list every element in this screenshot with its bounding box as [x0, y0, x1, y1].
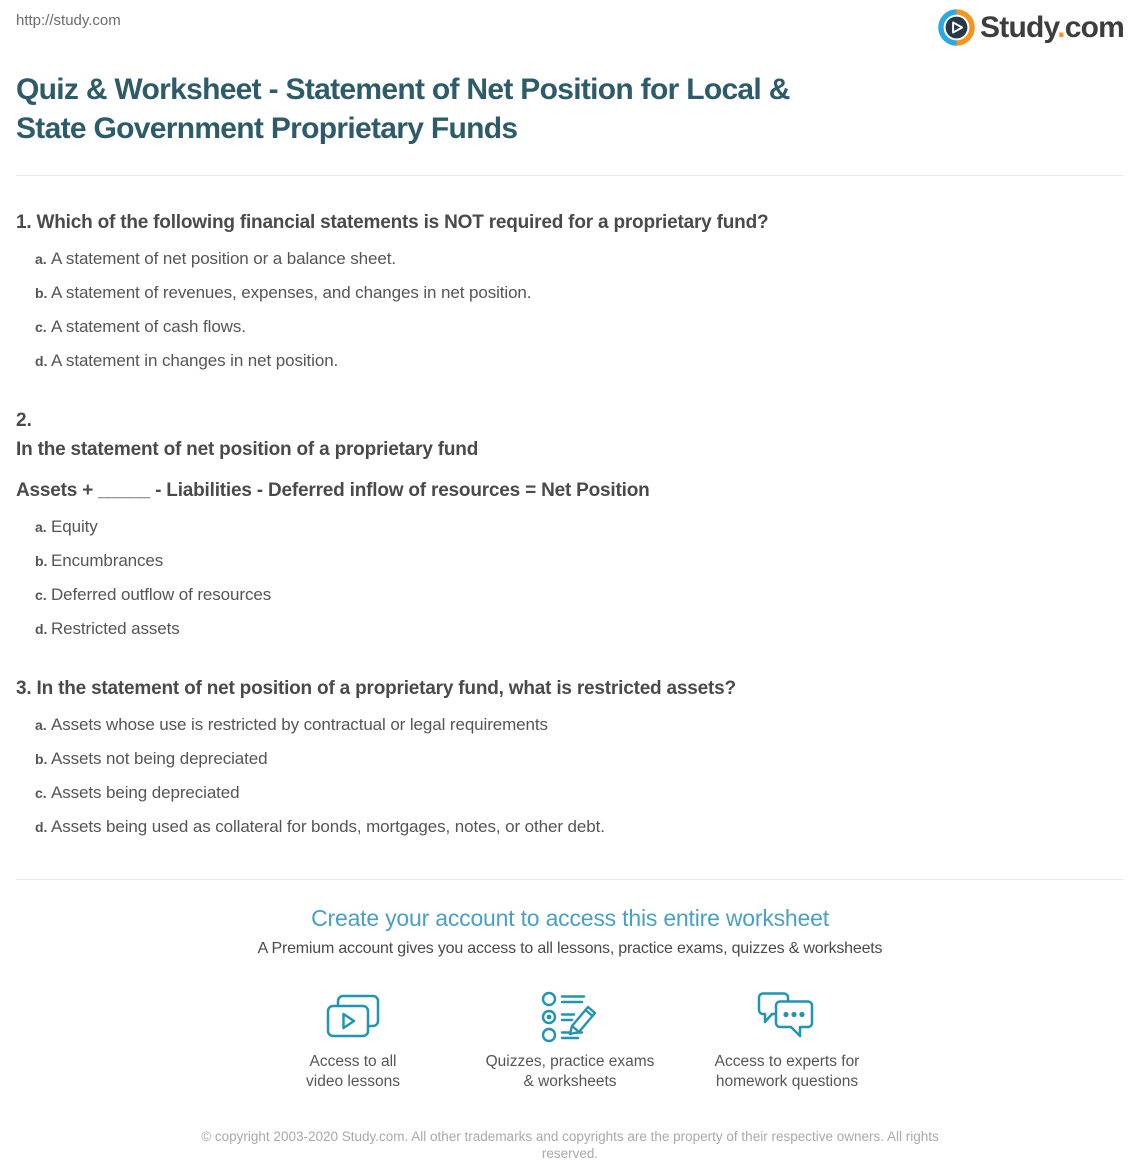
option-text: A statement of net position or a balance sheet. — [51, 249, 396, 268]
option-row — [16, 783, 1124, 803]
option-row — [16, 715, 1124, 735]
logo-wordmark — [980, 9, 1124, 46]
divider-bottom — [16, 879, 1124, 880]
question-3 — [0, 677, 1140, 837]
option-text: Encumbrances — [51, 551, 164, 570]
option-row — [16, 517, 1124, 537]
logo-dot: . — [1057, 11, 1065, 44]
option-letter: d. — [35, 621, 48, 637]
option-row — [16, 619, 1124, 639]
feature-caption — [462, 1052, 679, 1092]
quizzes-worksheets-icon — [462, 991, 679, 1043]
option-letter: a. — [35, 717, 47, 733]
page-title — [16, 70, 1124, 148]
features-row — [0, 991, 1140, 1092]
option-letter: d. — [35, 819, 48, 835]
studycom-logo[interactable] — [938, 9, 1124, 46]
question-2-number: 2. — [16, 410, 32, 431]
page-title-line1: Quiz & Worksheet - Statement of Net Position for Local & — [16, 73, 790, 106]
signup-section — [0, 905, 1140, 1092]
caption-line: video lessons — [306, 1073, 400, 1090]
caption-line: Access to all — [309, 1053, 397, 1070]
option-text: Assets whose use is restricted by contractual or legal requirements — [51, 715, 548, 734]
divider-top — [16, 175, 1124, 176]
video-lessons-icon — [245, 991, 462, 1043]
option-row — [16, 817, 1124, 837]
option-row — [16, 585, 1124, 605]
homework-experts-icon — [679, 991, 896, 1043]
option-letter: b. — [35, 751, 48, 767]
option-letter: d. — [35, 353, 48, 369]
option-text: Equity — [51, 517, 98, 536]
option-text: A statement of revenues, expenses, and changes in net position. — [51, 283, 532, 302]
option-row — [16, 749, 1124, 769]
option-letter: c. — [35, 785, 47, 801]
question-3-heading: 3. In the statement of net position of a proprietary fund, what is restricted assets? — [16, 678, 736, 699]
copyright-notice: © copyright 2003-2020 Study.com. All other trademarks and copyrights are the property of their respective owners. All rights reserved. — [201, 1129, 939, 1161]
option-text: A statement of cash flows. — [51, 317, 246, 336]
topbar — [0, 0, 1140, 50]
page-title-line2: State Government Proprietary Funds — [16, 112, 518, 145]
option-text: Assets being used as collateral for bonds, mortgages, notes, or other debt. — [51, 817, 605, 836]
question-1-options — [0, 249, 1140, 371]
option-text: Deferred outflow of resources — [51, 585, 272, 604]
question-1 — [0, 211, 1140, 371]
option-letter: b. — [35, 553, 48, 569]
option-letter: b. — [35, 285, 48, 301]
question-2 — [0, 409, 1140, 639]
option-row — [16, 317, 1124, 337]
option-text: Restricted assets — [51, 619, 180, 638]
option-row — [16, 283, 1124, 303]
feature-quizzes-worksheets — [462, 991, 679, 1092]
caption-line: homework questions — [715, 1073, 859, 1090]
create-account-link[interactable]: Create your account to access this entire worksheet — [311, 905, 829, 931]
option-text: Assets not being depreciated — [51, 749, 268, 768]
premium-subheading: A Premium account gives you access to all lessons, practice exams, quizzes & worksheets — [257, 940, 883, 957]
question-2-heading: In the statement of net position of a proprietary fund — [16, 439, 479, 460]
question-1-heading: 1. Which of the following financial statements is NOT required for a proprietary fund? — [16, 212, 769, 233]
option-text: Assets being depreciated — [51, 783, 240, 802]
question-2-options — [0, 517, 1140, 639]
option-letter: a. — [35, 251, 47, 267]
logo-word: Study — [980, 11, 1058, 44]
option-row — [16, 351, 1124, 371]
option-row — [16, 551, 1124, 571]
feature-video-lessons — [245, 991, 462, 1092]
page-url: http://study.com — [16, 12, 121, 29]
option-letter: c. — [35, 319, 47, 335]
question-3-options — [0, 715, 1140, 837]
play-circle-icon — [938, 9, 975, 46]
caption-line: & worksheets — [523, 1073, 617, 1090]
question-2-formula: Assets + _____ - Liabilities - Deferred inflow of resources = Net Position — [16, 480, 650, 501]
feature-caption — [679, 1052, 896, 1092]
option-letter: a. — [35, 519, 47, 535]
option-text: A statement in changes in net position. — [51, 351, 339, 370]
option-letter: c. — [35, 587, 47, 603]
caption-line: Quizzes, practice exams — [485, 1053, 655, 1070]
feature-caption — [245, 1052, 462, 1092]
feature-homework-experts — [679, 991, 896, 1092]
caption-line: Access to experts for — [714, 1053, 860, 1070]
option-row — [16, 249, 1124, 269]
logo-tld: com — [1064, 11, 1124, 44]
